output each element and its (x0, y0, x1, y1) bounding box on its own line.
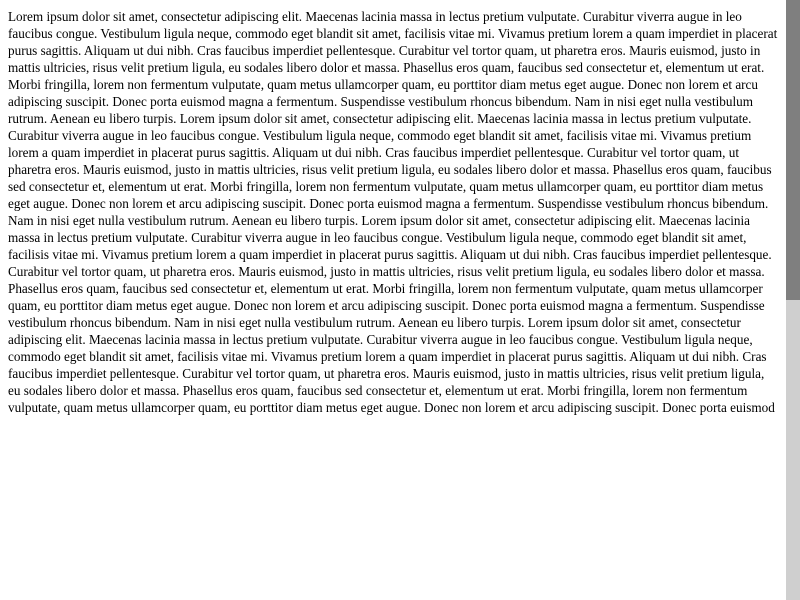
scrollbar-thumb[interactable] (786, 0, 800, 300)
lorem-ipsum-paragraph: Lorem ipsum dolor sit amet, consectetur adipiscing elit. Maecenas lacinia massa in lectus pretium vulputate. Curabitur viverra augue in leo faucibus congue. Vestibulum ligula neque, commodo eget blandit sit amet, facilisis vitae mi. Vivamus pretium lorem a quam imperdiet in placerat purus sagittis. Aliquam ut dui nibh. Cras faucibus imperdiet pellentesque. Curabitur vel tortor quam, ut pharetra eros. Mauris euismod, justo in mattis ultricies, risus velit pretium ligula, eu sodales libero dolor et massa. Phasellus eros quam, faucibus sed consectetur et, elementum ut erat. Morbi fringilla, lorem non fermentum vulputate, quam metus ullamcorper quam, eu porttitor diam metus eget augue. Donec non lorem et arcu adipiscing suscipit. Donec porta euismod magna a fermentum. Suspendisse vestibulum rhoncus bibendum. Nam in nisi eget nulla vestibulum rutrum. Aenean eu libero turpis. Lorem ipsum dolor sit amet, consectetur adipiscing elit. Maecenas lacinia massa in lectus pretium vulputate. Curabitur viverra augue in leo faucibus congue. Vestibulum ligula neque, commodo eget blandit sit amet, facilisis vitae mi. Vivamus pretium lorem a quam imperdiet in placerat purus sagittis. Aliquam ut dui nibh. Cras faucibus imperdiet pellentesque. Curabitur vel tortor quam, ut pharetra eros. Mauris euismod, justo in mattis ultricies, risus velit pretium ligula, eu sodales libero dolor et massa. Phasellus eros quam, faucibus sed consectetur et, elementum ut erat. Morbi fringilla, lorem non fermentum vulputate, quam metus ullamcorper quam, eu porttitor diam metus eget augue. Donec non lorem et arcu adipiscing suscipit. Donec porta euismod magna a fermentum. Suspendisse vestibulum rhoncus bibendum. Nam in nisi eget nulla vestibulum rutrum. Aenean eu libero turpis. Lorem ipsum dolor sit amet, consectetur adipiscing elit. Maecenas lacinia massa in lectus pretium vulputate. Curabitur viverra augue in leo faucibus congue. Vestibulum ligula neque, commodo eget blandit sit amet, facilisis vitae mi. Vivamus pretium lorem a quam imperdiet in placerat purus sagittis. Aliquam ut dui nibh. Cras faucibus imperdiet pellentesque. Curabitur vel tortor quam, ut pharetra eros. Mauris euismod, justo in mattis ultricies, risus velit pretium ligula, eu sodales libero dolor et massa. Phasellus eros quam, faucibus sed consectetur et, elementum ut erat. Morbi fringilla, lorem non fermentum vulputate, quam metus ullamcorper quam, eu porttitor diam metus eget augue. Donec non lorem et arcu adipiscing suscipit. Donec porta euismod magna a fermentum. Suspendisse vestibulum rhoncus bibendum. Nam in nisi eget nulla vestibulum rutrum. Aenean eu libero turpis. Lorem ipsum dolor sit amet, consectetur adipiscing elit. Maecenas lacinia massa in lectus pretium vulputate. Curabitur viverra augue in leo faucibus congue. Vestibulum ligula neque, commodo eget blandit sit amet, facilisis vitae mi. Vivamus pretium lorem a quam imperdiet in placerat purus sagittis. Aliquam ut dui nibh. Cras faucibus imperdiet pellentesque. Curabitur vel tortor quam, ut pharetra eros. Mauris euismod, justo in mattis ultricies, risus velit pretium ligula, eu sodales libero dolor et massa. Phasellus eros quam, faucibus sed consectetur et, elementum ut erat. Morbi fringilla, lorem non fermentum vulputate, quam metus ullamcorper quam, eu porttitor diam metus eget augue. Donec non lorem et arcu adipiscing suscipit. Donec porta euismod (8, 9, 778, 415)
document-content (8, 8, 779, 600)
vertical-scrollbar[interactable] (786, 0, 800, 600)
